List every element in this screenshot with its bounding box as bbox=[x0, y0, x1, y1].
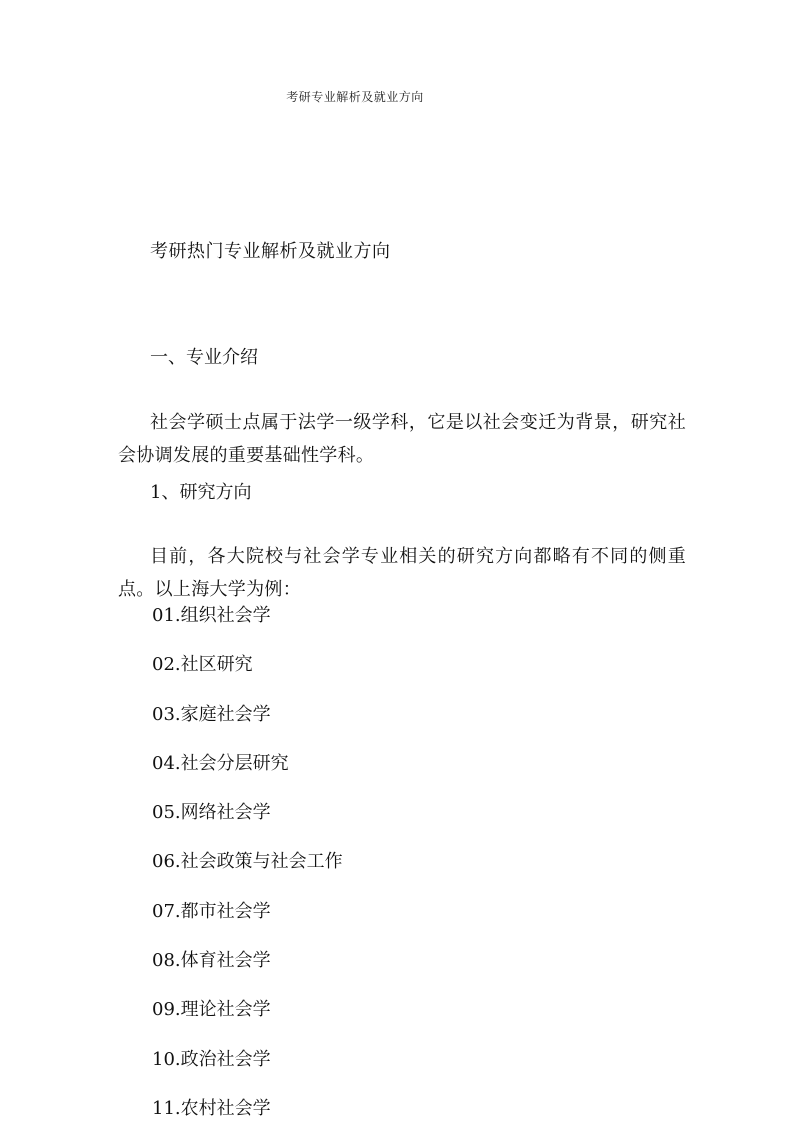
list-item: 10.政治社会学 bbox=[152, 1048, 271, 1070]
list-item: 06.社会政策与社会工作 bbox=[152, 851, 343, 873]
section-heading: 一、专业介绍 bbox=[150, 347, 258, 368]
list-item: 05.网络社会学 bbox=[152, 802, 271, 824]
subsection-heading: 1、研究方向 bbox=[150, 482, 252, 503]
document-title: 考研热门专业解析及就业方向 bbox=[150, 241, 391, 262]
list-item: 09.理论社会学 bbox=[152, 999, 271, 1021]
list-item: 01.组织社会学 bbox=[152, 605, 271, 626]
list-item: 07.都市社会学 bbox=[152, 900, 271, 922]
research-direction-list bbox=[152, 598, 343, 1140]
running-header: 考研专业解析及就业方向 bbox=[286, 90, 424, 104]
list-item: 08.体育社会学 bbox=[152, 950, 271, 972]
list-item: 11.农村社会学 bbox=[152, 1097, 271, 1119]
intro-paragraph: 社会学硕士点属于法学一级学科，它是以社会变迁为背景，研究社会协调发展的重要基础性学科。 bbox=[118, 412, 686, 466]
examples-paragraph: 目前，各大院校与社会学专业相关的研究方向都略有不同的侧重点。以上海大学为例： bbox=[118, 546, 686, 600]
list-item: 03.家庭社会学 bbox=[152, 703, 271, 725]
list-item: 02.社区研究 bbox=[152, 654, 253, 676]
list-item: 04.社会分层研究 bbox=[152, 752, 289, 774]
